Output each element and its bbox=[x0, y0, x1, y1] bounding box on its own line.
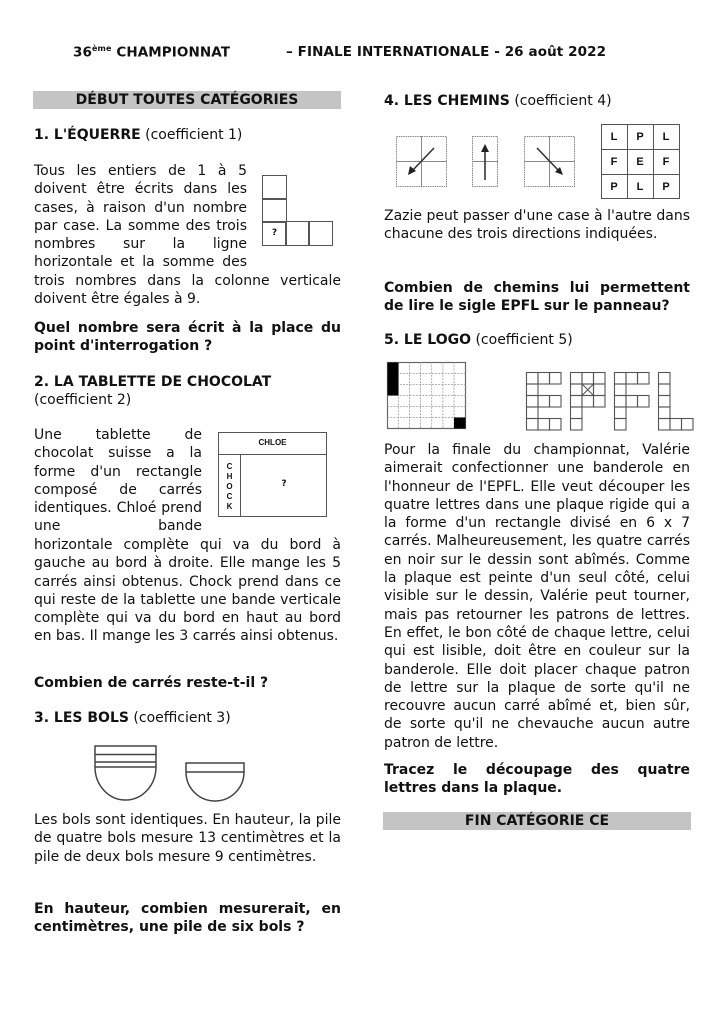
chock-strip bbox=[219, 455, 241, 516]
problem-4-question: Combien de chemins lui permettent de lire le sigle EPFL sur le panneau? bbox=[384, 280, 690, 315]
page-header bbox=[73, 44, 230, 61]
chock-letter: K bbox=[226, 502, 233, 511]
letter-f-pattern bbox=[615, 373, 650, 431]
problem-2-question: Combien de carrés reste-t-il ? bbox=[34, 675, 269, 691]
problem-3-text: Les bols sont identiques. En hauteur, la pile de quatre bols mesure 13 centimètres et la pile de deux bols mesure 9 centimètres. bbox=[34, 812, 341, 865]
text-line: Tous les entiers de 1 à 5 bbox=[34, 163, 247, 179]
bowls-figure bbox=[90, 742, 290, 804]
text-line: horizontale et la somme des bbox=[34, 254, 247, 271]
edition-suffix: ème bbox=[92, 44, 112, 53]
grid-cell bbox=[308, 221, 333, 246]
panel-letter: P bbox=[610, 181, 618, 193]
edition-number: 36 bbox=[73, 44, 92, 61]
remaining-area bbox=[242, 455, 326, 516]
grid-cell bbox=[262, 175, 287, 200]
panel-letter: L bbox=[610, 131, 618, 143]
text-line: cases, à raison d'un nombre bbox=[34, 199, 247, 216]
chock-letter: C bbox=[226, 492, 233, 501]
damaged-plate-grid bbox=[387, 362, 467, 430]
banner-end-category-ce: FIN CATÉGORIE CE bbox=[383, 812, 691, 830]
event-label: – FINALE INTERNATIONALE - 26 août 2022 bbox=[286, 44, 607, 60]
problem-2-text-rest: horizontale complète qui va du bord à gauche au bord à droite. Elle mange les 5 carrés ainsi obtenus. Chock prend dans ce qui reste de la tablette une bande verticale complète qui va du bord en haut au bord en bas. Il mange les 3 carrés ainsi obtenus. bbox=[34, 537, 341, 645]
text-line: doivent être écrits dans les bbox=[34, 181, 247, 198]
problem-1-title bbox=[34, 126, 242, 144]
problem-coefficient: (coefficient 4) bbox=[514, 93, 612, 109]
problem-3-question: En hauteur, combien mesurerait, en centimètres, une pile de six bols ? bbox=[34, 901, 341, 936]
championship-label: CHAMPIONNAT bbox=[116, 44, 231, 61]
damaged-square bbox=[454, 418, 466, 429]
panel-letter: P bbox=[636, 131, 644, 143]
l-square-figure bbox=[262, 175, 334, 247]
text-line: nombres sur la ligne bbox=[34, 236, 247, 253]
problem-2-text-wrapped: Une tablette de chocolat suisse a la forme d'un rectangle composé de carrés identiques. Chloé prend une bande bbox=[34, 427, 202, 535]
chocolate-figure bbox=[218, 432, 327, 517]
letter-p-pattern bbox=[571, 373, 606, 431]
chloe-label: CHLOE bbox=[258, 438, 287, 447]
chock-letter: H bbox=[226, 472, 233, 481]
letter-l-pattern bbox=[659, 373, 694, 431]
chock-letter: C bbox=[226, 462, 233, 471]
problem-4-title bbox=[384, 92, 612, 110]
panel-letter: F bbox=[610, 156, 618, 168]
problem-coefficient: (coefficient 2) bbox=[34, 392, 132, 408]
problem-title: 2. LA TABLETTE DE CHOCOLAT bbox=[34, 374, 272, 390]
direction-down-right bbox=[524, 136, 575, 187]
letter-e-pattern bbox=[527, 373, 562, 431]
problem-1-question: Quel nombre sera écrit à la place du point d'interrogation ? bbox=[34, 320, 341, 355]
damaged-square bbox=[388, 363, 399, 396]
problem-title: 1. L'ÉQUERRE bbox=[34, 127, 141, 143]
panel-letter: F bbox=[662, 156, 670, 168]
problem-coefficient: (coefficient 5) bbox=[475, 332, 573, 348]
question-mark: ? bbox=[271, 228, 278, 238]
grid-cell bbox=[285, 221, 310, 246]
direction-up bbox=[472, 136, 498, 187]
grid-cell-question bbox=[262, 221, 287, 246]
direction-down-left bbox=[396, 136, 447, 187]
problem-4-text: Zazie peut passer d'une case à l'autre dans chacune des trois directions indiquées. bbox=[384, 208, 690, 243]
problem-2-title bbox=[34, 373, 341, 409]
problem-coefficient: (coefficient 3) bbox=[133, 710, 231, 726]
problem-coefficient: (coefficient 1) bbox=[145, 127, 243, 143]
grid-cell bbox=[262, 198, 287, 223]
banner-start-all-categories: DÉBUT TOUTES CATÉGORIES bbox=[33, 91, 341, 109]
panel-letter: P bbox=[662, 181, 670, 193]
problem-title: 3. LES BOLS bbox=[34, 710, 129, 726]
stack-of-two-bowls bbox=[186, 763, 244, 801]
text-line: par case. La somme des trois bbox=[34, 217, 247, 234]
problem-1-text-wrapped bbox=[34, 162, 247, 272]
panel-letter: E bbox=[636, 156, 644, 168]
stack-of-four-bowls bbox=[95, 746, 156, 800]
problem-3-title bbox=[34, 709, 231, 727]
problem-title: 5. LE LOGO bbox=[384, 332, 472, 348]
problem-5-text: Pour la finale du championnat, Valérie aimerait confectionner une banderole en l'honneur de l'EPFL. Elle veut découper les quatre lettres dans une plaque rigide qui a la forme d'un rectangle divisé en 6 x 7 carrés. Malheureusement, les quatre carrés en noir sur le dessin sont abîmés. Comme la plaque est peinte d'un seul côté, celui visible sur le dessin, Valérie peut tourner, mais pas retourner les patrons de lettres. En effet, le bon côté de chaque lettre, celui qui est lisible, doit être en couleur sur la banderole. Elle doit placer chaque patron de lettre sur la plaque de sorte qu'il ne recouvre aucun carré abîmé et, bien sûr, de sorte qu'il ne chevauche aucun autre patron de lettre. bbox=[384, 442, 690, 751]
chloe-strip bbox=[219, 433, 326, 455]
problem-5-question: Tracez le découpage des quatre lettres dans la plaque. bbox=[384, 762, 690, 797]
panel-letter: L bbox=[636, 181, 644, 193]
epfl-letter-patterns bbox=[526, 372, 698, 432]
problem-1-text-rest: trois nombres dans la colonne verticale doivent être égales à 9. bbox=[34, 273, 341, 308]
question-mark: ? bbox=[281, 479, 287, 489]
problem-title: 4. LES CHEMINS bbox=[384, 93, 510, 109]
panel-letter: L bbox=[662, 131, 670, 143]
chock-letter: O bbox=[226, 482, 233, 491]
letter-panel bbox=[601, 124, 680, 199]
problem-5-title bbox=[384, 331, 573, 349]
